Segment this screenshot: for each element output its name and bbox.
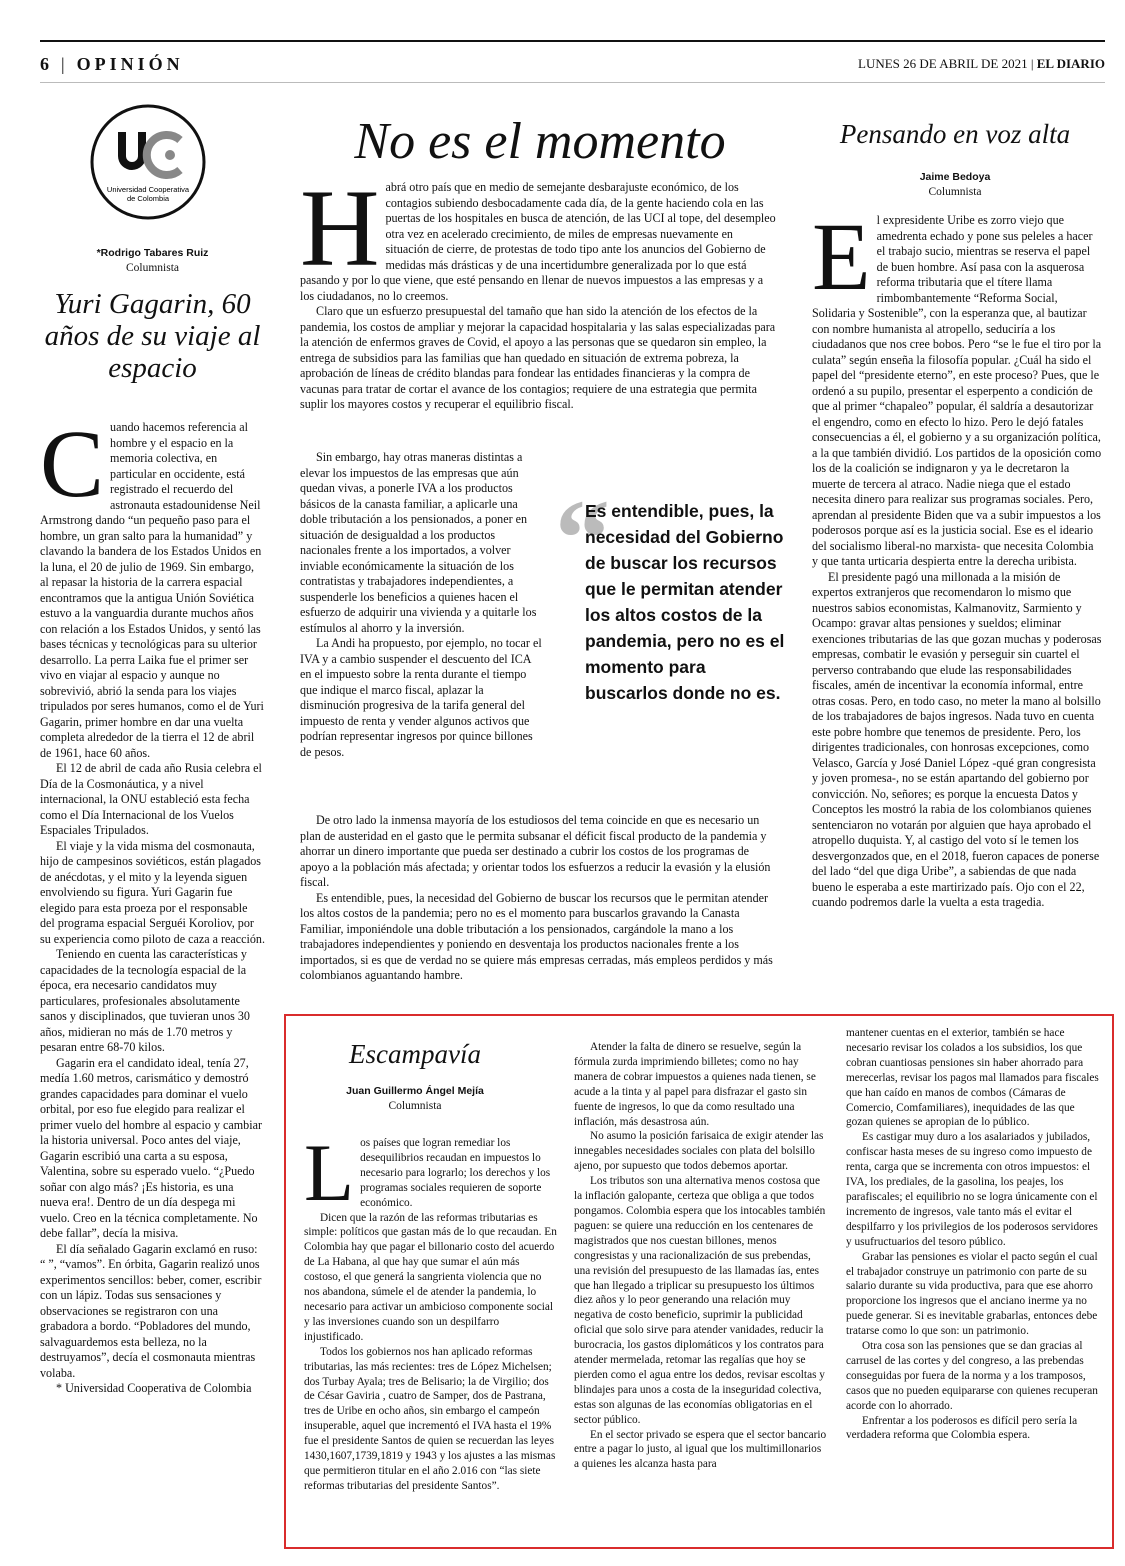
box-paragraph: Enfrentar a los poderosos es difícil pero sería la verdadera reforma que Colombia espera. (846, 1414, 1078, 1442)
left-headline: Yuri Gagarin, 60 años de su viaje al espacio (44, 288, 261, 384)
box-column-3 (846, 1026, 1104, 1443)
right-paragraph: l expresidente Uribe es zorro viejo que amedrenta echado y pone sus peleles a hacer el trabajo sucio, mientras se reserva el papel de buen hombre. Así pasa con la asquerosa reforma tributaria que el títere llama rimbombantemente “Reforma Social, Solidaria y Sostenible”, con la esperanza que, al bautizar con nombre humanista al atropello, seduciría a los ciudadanos que nos cree bobos. Pero “se le fue el tiro por la culata” según enseña la filosofía popular. ¿Cuál ha sido el papel del “presidente eterno”, en este proceso? Pues, que le ordenó a su pupilo, presentar el esperpento a condición de que al primer “chapaleo” popular, él saldría a desautorizar el engendro, como en efecto lo hizo. Pero le dejó fatales consecuencias a él, el gobierno y a su organización política, a la que también dividió. Los partidos de la oposición como los de la coalición se indignaron y ya le decretaron la muerte de tercera al atraco. Nadie niega que el estado necesita dinero para realizar sus programas sociales. Pero, aprendan al presidente Biden que va a subir impuestos a los poderosos porque así es la justicia social. Ese es el ideario del socialismo liberal-no marxista- que necesita Colombia y que tanta urticaria despierta entre la derecha uribista. (812, 213, 1102, 568)
right-byline (805, 170, 1105, 200)
quote-mark-icon: “ (555, 477, 610, 599)
svg-text:de Colombia: de Colombia (126, 194, 170, 203)
center-article-top (300, 167, 778, 413)
center-paragraph: Claro que un esfuerzo presupuestal del tamaño que han sido la atención de los efectos de la pandemia, los costos de ampliar y mejorar la capacidad hospitalaria y las salas especializadas para la atención de enfermos graves de Covid, el apoyo a las personas que se quedaron sin empleo, la entrega de subsidios para las familias que han quedado en situación de extrema pobreza, la aprobación de líneas de crédito blandas para fondear las entidades financieras y la compra de vacunas para tratar de cortar el avance de los contagios; requiere de una estrategia que permita suplir los mayores costos y recuperar el equilibrio fiscal. (300, 304, 776, 411)
box-paragraph: Otra cosa son las pensiones que se dan gracias al carrusel de las cortes y del congreso, a las prebendas conseguidas por fuera de la norma y a los tramposos, casos que no pueden equipararse con quienes recuperan acorde con lo ahorrado. (846, 1340, 1098, 1412)
left-article (40, 410, 265, 1397)
left-paragraph: El viaje y la vida misma del cosmonauta, hijo de campesinos soviéticos, están plagados de anécdotas, y el mito y la leyenda siguen envolviendo su figura. Yuri Gagarin fue elegido para esta proeza por el responsable del programa espacial Serguéi Koroliov, por su experiencia como piloto de caza a reacción. (40, 838, 265, 946)
box-paragraph: os países que logran remediar los desequilibrios recaudan en impuestos lo necesario para lograrlo; los derechos y los programas sociales requieren de soporte económico. (360, 1137, 551, 1209)
center-paragraph: Sin embargo, hay otras maneras distintas a elevar los impuestos de las empresas que aún quedan vivas, a ponerle IVA a los productos básicos de la canasta familiar, a aplicarle una doble tributación a los pensionados, a poner en situación de desigualdad a los productos nacionales frente a los importados, a volver inviable económicamente la situación de los contratistas y trabajadores independientes, a suspenderle los beneficios a quienes hacen el esfuerzo de adquirir una vivienda y a quitarle los estímulos al ahorro y la inversión. (300, 450, 537, 635)
box-paragraph: Todos los gobiernos nos han aplicado reformas tributarias, las más recientes: tres de López Michelsen; dos Turbay Ayala; tres de Belisario; la de Virgilio; dos de César Gaviria , cuatro de Samper, dos de Pastrana, tres de Uribe en ocho años, sin embargo el campeón insuperable, aquel que incrementó el IVA hasta el 19% fue el presidente Santos de quien se recuerdan las leyes 1430,1607,1739,1819 y 1943 y los ajustes a las mismas que permitieron titular en el año 2.016 con “las siete reformas tributarias del presidente Santos”. (304, 1345, 556, 1492)
right-drop-cap: E (812, 203, 871, 310)
box-drop-cap: L (304, 1127, 355, 1218)
right-author: Jaime Bedoya (919, 171, 991, 183)
publication-name: EL DIARIO (1036, 56, 1105, 71)
section-name: OPINIÓN (76, 54, 184, 74)
center-paragraph: De otro lado la inmensa mayoría de los estudiosos del tema coincide en que es necesario un plan de austeridad en el gasto que le permita subsanar el déficit fiscal producto de la pandemia y ahorrar un dinero importante que pueda ser destinado a cubrir los costos de los programas de apoyo a la población más afectada; y orientar todos los esfuerzos a reducir la evasión y la elusión fiscal. (300, 813, 771, 889)
box-author: Juan Guillermo Ángel Mejía (346, 1085, 484, 1097)
box-paragraph: Atender la falta de dinero se resuelve, según la fórmula zurda imprimiendo billetes; como no hay manera de cobrar impuestos a quienes nada tienen, se acude a la tinta y al papel para disfrazar el gasto sin fuente de ingresos, lo que da como resultado una inflación, más desastrosa aún. (574, 1041, 816, 1128)
center-article-bottom (300, 813, 778, 984)
left-paragraph: El día señalado Gagarin exclamó en ruso: “ ”, “vamos”. En órbita, Gagarin realizó unos experimentos sencillos: beber, comer, escribir con un lápiz. Todas sus sensaciones y observaciones se registraron con una grabadora a bordo. “Pobladores del mundo, salvaguardemos esta belleza, no la destruyamos”, decía el cosmonauta mientras volaba. (40, 1241, 262, 1380)
right-article (812, 203, 1102, 911)
box-headline: Escampavía (349, 1039, 481, 1069)
pull-quote: Es entendible, pues, la necesidad del Gobierno de buscar los recursos que le permitan atender los altos costos de la pandemia, pero no es el momento para buscarlos donde no es. (585, 501, 785, 703)
box-paragraph: Es castigar muy duro a los asalariados y jubilados, confiscar hasta meses de su ingreso como impuesto de renta, carga que se incrementa con otros impuestos: el IVA, los prediales, de la gasolina, los peajes, los parafiscales; el equilibrio no se logra únicamente con el incremento de ingresos, vale tanto más el evitar el despilfarro y los privilegios de los poderosos servidores y usufructuarios del tesoro público. (846, 1131, 1098, 1248)
left-role: Columnista (125, 262, 180, 274)
issue-date: LUNES 26 DE ABRIL DE 2021 (858, 56, 1028, 71)
center-paragraph: La Andi ha propuesto, por ejemplo, no tocar el IVA y a cambio suspender el descuento del ICA en el impuesto sobre la renta durante el tiempo que indique el marco fiscal, aplazar la disminución progresiva de la tarifa general del impuesto de renta y vender algunos activos que podrían representar ingresos por quince billones de pesos. (300, 636, 542, 759)
box-byline (300, 1084, 530, 1114)
box-role: Columnista (388, 1100, 442, 1112)
right-headline: Pensando en voz alta (839, 119, 1071, 149)
left-drop-cap: C (40, 410, 105, 517)
center-drop-cap: H (300, 167, 380, 289)
box-column-1 (304, 1127, 559, 1494)
header-rule (40, 40, 1105, 42)
right-role: Columnista (928, 186, 982, 198)
center-headline: No es el momento (354, 113, 726, 170)
left-paragraph: El 12 de abril de cada año Rusia celebra el Día de la Cosmonáutica, y a nivel internacional, la ONU estableció esta fecha como el Día Internacional de los Vuelos Espaciales Tripulados. (40, 761, 262, 837)
box-paragraph: mantener cuentas en el exterior, también se hace necesario revisar los colados a los subsidios, los que cobran cuantiosas pensiones sin haber ahorrado para merecerlas, revisar los pagos mal llamados para fiscales que han caído en manos de combos (Cámaras de Comercio, Comfamiliares), inequidades de las que gozan quienes se apropian de lo público. (846, 1027, 1099, 1129)
page-section-label: 6 | OPINIÓN (40, 54, 184, 74)
center-article-mid (300, 450, 545, 760)
right-paragraph: El presidente pagó una millonada a la misión de expertos extranjeros que recomendaron lo mismo que nuestros sabios economistas, Kalmanovitz, Sarmiento y Ocampo: gravar altas pensiones y sueldos; eliminar exenciones tributarias de las que gozan muchas y poderosas empresas, combatir le evasión y perseguir sin cuartel el perverso contrabando que elude las responsabilidades fiscales, amén de incentivar la economía informal, entre otras cosas. Pero, en todo caso, no meter la mano al bolsillo de los trabajadores de bajos ingresos. Nada tuvo en cuenta este pobre hombre que tenemos de presidente. Pero, los dirigentes tradicionales, con honrosas excepciones, como Velasco, García y José Daniel López -qué gran congresista y joven promesa-, no se están apartando del gobierno por convicción. No, señores; es porque la encuesta Datos y Conceptos les mostró la rabia de los colombianos quienes sentenciaron no votarán por alguien que haya aprobado el atropello duquista. Y, al castigo del voto sí le temen los desvergonzados que, en el 2018, fueron capaces de ponerse del lado “del que diga Uribe”, a sabiendas de que nada bueno le esperaba a este martirizado país. Ojo con el 22, cuando podremos darle la vuelta a esta tragedia. (812, 569, 1102, 909)
left-paragraph: Gagarin era el candidato ideal, tenía 27, medía 1.60 metros, carismático y demostró grandes capacidades para dominar el vuelo orbital, por eso fue elegido para realizar el primer vuelo del hombre al espacio y cambiar la historia universal. Poco antes del viaje, Gagarin escribió una carta a su esposa, Valentina, sobre su esperado vuelo. “¿Puedo soñar con algo más? ¡Es historia, es una nueva era!. Dentro de un día despega mi vuelo. Creo en la técnica completamente. No debe fallar”, decía la misiva. (40, 1055, 262, 1240)
left-paragraph: Teniendo en cuenta las características y capacidades de la tecnología espacial de la época, era necesario candidatos muy particulares, profesionales absolutamente sanos y disciplinados, que tuvieran unos 30 años, midieran no más de 1.70 metros y pesaran entre 68-70 kilos. (40, 947, 250, 1054)
svg-text:Universidad Cooperativa: Universidad Cooperativa (106, 185, 190, 194)
logo-uc-icon (88, 102, 208, 222)
left-footnote: * Universidad Cooperativa de Colombia (56, 1381, 252, 1395)
box-paragraph: Grabar las pensiones es violar el pacto según el cual el trabajador construye un patrimonio con parte de su salario durante su vida productiva, para que ese ahorro proporcione los ingresos que el anciano inerme ya no puede generar. Si es inevitable grabarlas, entonces debe tratarse como lo que son: un patrimonio. (846, 1250, 1098, 1338)
header-divider (40, 82, 1105, 83)
box-column-2 (574, 1040, 829, 1472)
left-author: *Rodrigo Tabares Ruiz (96, 247, 209, 259)
center-paragraph: Es entendible, pues, la necesidad del Gobierno de buscar los recursos que le permitan atender los altos costos de la pandemia; pero no es el momento para buscarlos gravando la Canasta Familiar, imponiéndole una doble tributación a los pensionados, cargándole la mano a los trabajadores independientes y poniendo en desventaja los productos nacionales frente a los importados, si es que de verdad no se quiere más empresas cerradas, más empleos perdidos y más colombianos aguantando hambre. (300, 890, 773, 982)
center-paragraph: abrá otro país que en medio de semejante desbarajuste económico, de los contagios subiendo desbocadamente cada día, de la gente haciendo cola en las puertas de los hospitales en busca de atención, de las UCI al tope, del desempleo otra vez en acelerado crecimiento, de miles de empresas nuevamente en situación de cierre, de protestas de todo tipo ante los anuncios del Gobierno de medidas más drásticas y de una incertidumbre generalizada por lo que está pasando y por lo que viene, que esté pensando en llenar de nuevos impuestos a las empresas y a los ciudadanos, no lo creemos. (300, 180, 776, 303)
box-paragraph: No asumo la posición farisaica de exigir atender las innegables necesidades sociales con plata del bolsillo ajeno, por supuesto que todos debemos aportar. (574, 1130, 824, 1173)
page-number: 6 (40, 54, 53, 74)
box-paragraph: Los tributos son una alternativa menos costosa que la inflación galopante, certeza que obliga a que todos pongamos. Colombia espera que los intocables también paguen: se quiere una reducción en los centenares de magistrados que nos cuestan billones, menos congresistas y una racionalización de sus prebendas, una revisión del presupuesto de las llamadas ías, entes que han llegado a triplicar su presupuesto los últimos diez años y lo peor generando una relación muy negativa de costo beneficio, suprimir la publicidad oficial que solo sirve para atender vanidades, reducir la burocracia, los gastos diplomáticos y los contratos para atender mermelada, retomar las regalías que hoy se pierden como el agua entre los dedos, revisar escoltas y blindajes para unos a costa de la inseguridad colectiva, estas son algunas de las economías obligatorias en el sector público. (574, 1175, 826, 1426)
left-byline (40, 246, 265, 276)
box-paragraph: En el sector privado se espera que el sector bancario entre a pagar lo justo, al igual que los multimillonarios a quienes les alcanza hasta para (574, 1428, 827, 1471)
box-paragraph: Dicen que la razón de las reformas tributarias es simple: políticos que gastan más de lo que recaudan. En Colombia hay que pagar el billonario costo del acuerdo de La Habana, al que hay que sumar el aún más costoso, el que generá la sangrienta violencia que no nos abandona, súmele el de atender la pandemia, lo necesario para activar un ambicioso componente social y las inversiones cuando son un despilfarro injustificado. (304, 1211, 557, 1343)
left-paragraph: uando hacemos referencia al hombre y el espacio en la memoria colectiva, en particular en occidente, está registrado el recuerdo del astronauta estadounidense Neil Armstrong dando “un pequeño paso para el hombre, un gran salto para la humanidad” y clavando la bandera de los Estados Unidos en la luna, el 20 de julio de 1969. Sin embargo, al repasar la historia de la carrera espacial encontramos que la antigua Unión Soviética estuvo a la vanguardia durante muchos años con relación a los Estados Unidos, y sentó las bases técnicas y tecnológicas para su ulterior desarrollo. La perra Laika fue el primer ser vivo en viajar al espacio y aunque no sobrevivió, abrió la senda para los viajes tripulados por seres humanos, como el de Yuri Gagarin, primer hombre en dar una vuelta completa alrededor de la tierra el 12 de abril de 1961, hace 60 años. (40, 420, 264, 760)
date-line: LUNES 26 DE ABRIL DE 2021 | EL DIARIO (858, 56, 1105, 71)
